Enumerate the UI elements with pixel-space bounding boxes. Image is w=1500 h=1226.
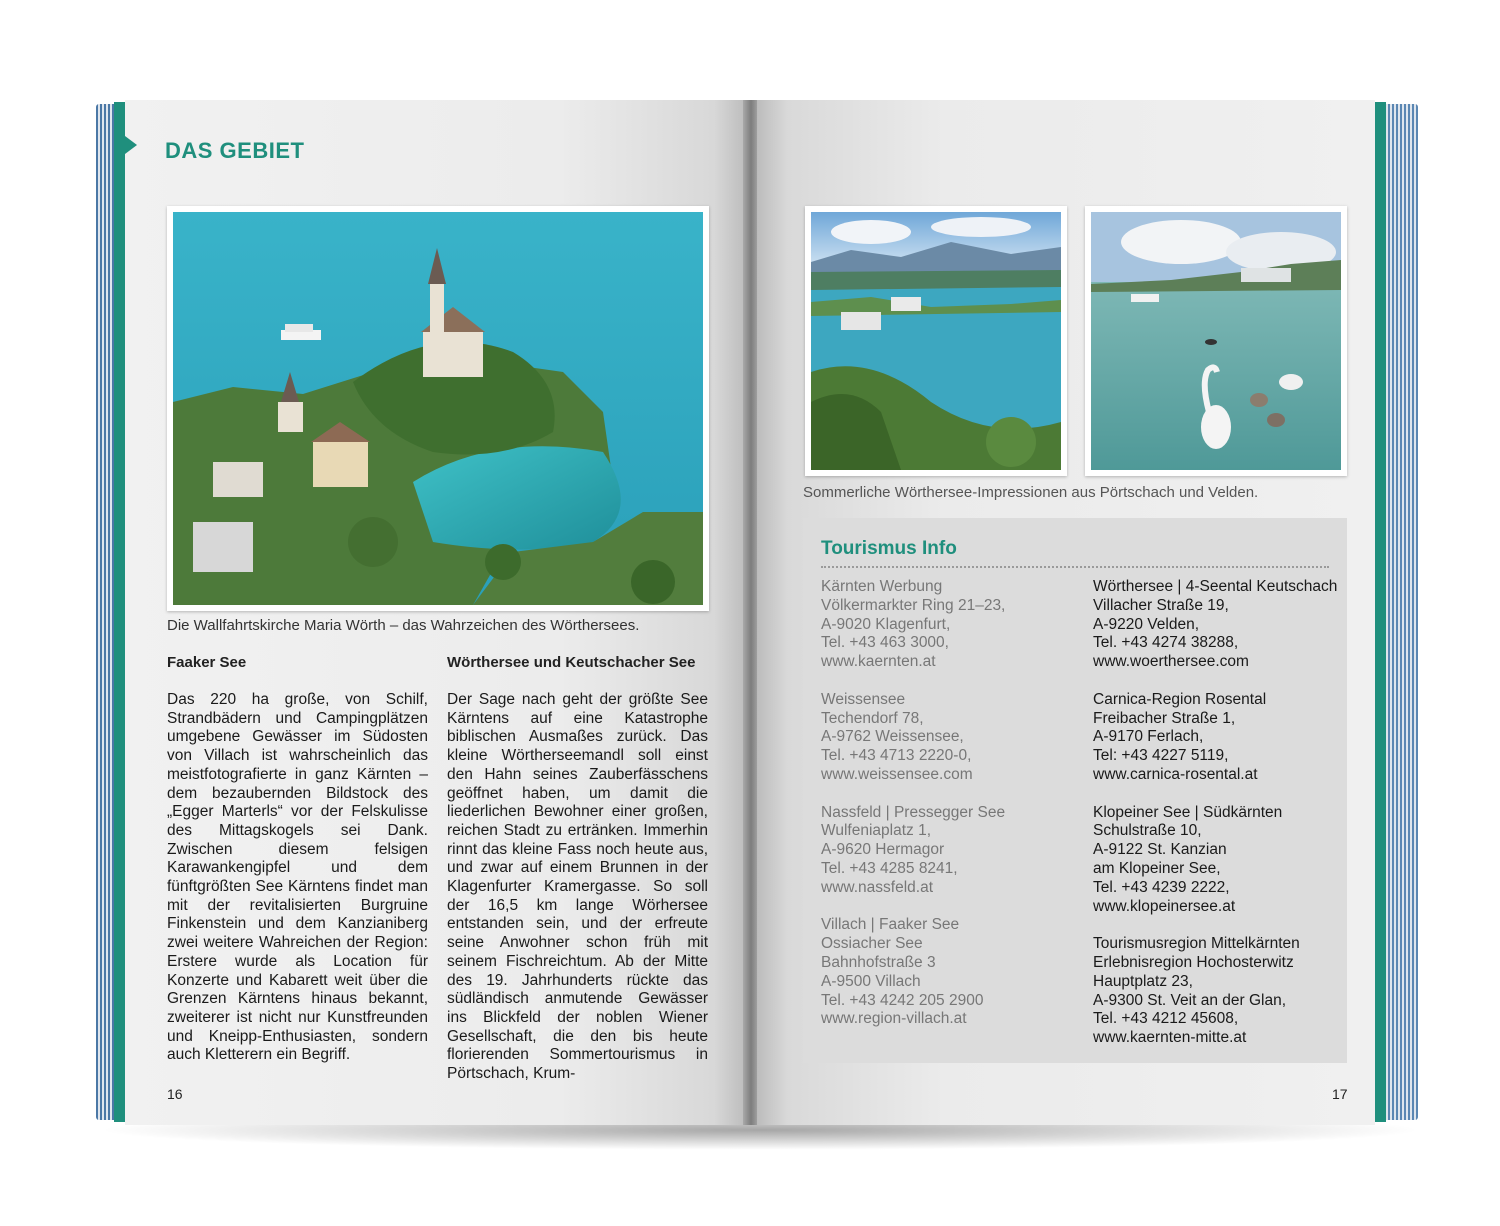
info-column-right	[1093, 578, 1337, 1067]
info-line: Carnica-Region Rosental	[1093, 690, 1267, 708]
column-heading-faaker-see: Faaker See	[167, 654, 247, 671]
info-divider	[821, 566, 1329, 568]
info-entry	[1093, 935, 1337, 1048]
info-line: Schulstraße 10,	[1093, 822, 1202, 840]
page-number-left: 16	[167, 1086, 183, 1102]
info-link[interactable]: www.kaernten-mitte.at	[1093, 1029, 1247, 1047]
info-line: Wörthersee | 4-Seental Keutschach	[1093, 578, 1338, 595]
info-line: Tel. +43 4274 38288,	[1093, 634, 1239, 652]
info-link[interactable]: www.weissensee.com	[821, 765, 973, 783]
info-line: Tel. +43 4285 8241,	[821, 859, 958, 877]
info-line: Weissensee	[821, 690, 906, 708]
info-line: Völkermarkter Ring 21–23,	[821, 596, 1006, 614]
info-line: Tel. +43 4242 205 2900	[821, 991, 984, 1009]
info-entry	[821, 691, 1005, 785]
info-line: A-9170 Ferlach,	[1093, 728, 1204, 746]
tourismus-info-box	[803, 518, 1347, 1063]
right-page	[757, 100, 1375, 1125]
info-line: Villach | Faaker See	[821, 916, 960, 934]
page-number-right: 17	[1332, 1086, 1348, 1102]
info-link[interactable]: www.nassfeld.at	[821, 878, 933, 896]
left-page	[125, 100, 745, 1125]
info-line: Tel. +43 4212 45608,	[1093, 1010, 1239, 1028]
info-title: Tourismus Info	[821, 538, 957, 559]
info-line: A-9122 St. Kanzian	[1093, 841, 1227, 859]
photo-caption: Die Wallfahrtskirche Maria Wörth – das Wahrzeichen des Wörthersees.	[167, 617, 640, 634]
info-line: Kärnten Werbung	[821, 578, 943, 595]
info-entry	[821, 804, 1005, 898]
page-edges-right	[1386, 104, 1418, 1120]
info-line: A-9220 Velden,	[1093, 615, 1200, 633]
info-link[interactable]: www.region-villach.at	[821, 1010, 967, 1028]
photo-velden	[1085, 206, 1347, 476]
info-line: Tel. +43 463 3000,	[821, 634, 949, 652]
info-line: Bahnhofstraße 3	[821, 953, 936, 971]
info-line: Techendorf 78,	[821, 709, 924, 727]
info-line: Freibacher Straße 1,	[1093, 709, 1236, 727]
info-entry	[1093, 804, 1337, 917]
info-entry	[821, 578, 1005, 672]
info-line: A-9762 Weissensee,	[821, 728, 964, 746]
info-link[interactable]: www.carnica-rosental.at	[1093, 765, 1258, 783]
page-edges-left	[96, 104, 114, 1120]
info-line: Erlebnisregion Hochosterwitz	[1093, 953, 1294, 971]
photo-maria-woerth	[167, 206, 709, 611]
info-line: Hauptplatz 23,	[1093, 972, 1193, 990]
info-entry	[1093, 691, 1337, 785]
info-line: Villacher Straße 19,	[1093, 596, 1229, 614]
section-marker-icon	[125, 136, 137, 154]
info-column-left	[821, 578, 1005, 1048]
photo-caption-right: Sommerliche Wörthersee-Impressionen aus Pörtschach und Velden.	[803, 484, 1259, 501]
info-link[interactable]: www.klopeinersee.at	[1093, 897, 1236, 915]
info-line: Tel. +43 4713 2220-0,	[821, 747, 972, 765]
info-line: am Klopeiner See,	[1093, 859, 1221, 877]
column-text-faaker-see: Das 220 ha große, von Schilf, Strandbädern und Campingplätzen umgebene Gewässer im Südosten von Villach ist wahrscheinlich das meistfotografierte in ganz Kärnten – dem bezaubernden Bildstock des „Egger Marterls“ vor der Felskulisse des Mittagskogels sei Dank. Zwischen diesem felsigen Karawankengipfel und dem fünftgrößten See Kärntens findet man mit der revitalisierten Burgruine Finkenstein und dem Kanzianiberg zwei weitere Wahreichen der Region: Erstere wurde als Location für Konzerte und Kabarett weit über die Grenzen Kärntens hinaus bekannt, zweiterer ist nicht nur Kunstfreunden und Kneipp-Enthusiasten, sondern auch Kletterern ein Begriff.	[167, 691, 428, 1064]
info-line: A-9300 St. Veit an der Glan,	[1093, 991, 1287, 1009]
info-line: A-9500 Villach	[821, 972, 921, 990]
info-line: A-9020 Klagenfurt,	[821, 615, 951, 633]
info-link[interactable]: www.woerthersee.com	[1093, 653, 1249, 671]
info-line: A-9620 Hermagor	[821, 841, 945, 859]
info-entry	[1093, 578, 1337, 672]
section-title: DAS GEBIET	[165, 138, 305, 163]
column-text-woerthersee: Der Sage nach geht der größte See Kärntens auf eine Katastrophe biblischen Ausmaßes zurück. Das kleine Wörtherseemandl soll einst den Hahn seines Zauberfässchens geöffnet haben, um damit die liederlichen Bewohner einer großen, reichen Stadt zu ertränken. Immerhin rinnt das kleine Fass noch heute aus, und zwar auf einem Brunnen in der Klagenfurter Kramergasse. So soll der 16,5 km lange Wörhersee entstanden sein, und der erfreute seine Anwohner schon früh mit seinem Fischreichtum. Ab der Mitte des 19. Jahrhunderts rückte das südländisch anmutende Gewässer ins Blickfeld der noblen Wiener Gesellschaft, die den bis heute florierenden Sommertourismus in Pörtschach, Krum-	[447, 691, 708, 1083]
info-line: Tel: +43 4227 5119,	[1093, 747, 1229, 765]
info-line: Klopeiner See | Südkärnten	[1093, 803, 1283, 821]
info-entry	[821, 916, 1005, 1029]
info-line: Wulfeniaplatz 1,	[821, 822, 931, 840]
info-line: Tel. +43 4239 2222,	[1093, 878, 1230, 896]
column-heading-woerthersee: Wörthersee und Keutschacher See	[447, 654, 696, 671]
info-line: Nassfeld | Pressegger See	[821, 803, 1006, 821]
photo-poertschach	[805, 206, 1067, 476]
info-line: Tourismusregion Mittelkärnten	[1093, 935, 1300, 953]
info-link[interactable]: www.kaernten.at	[821, 653, 936, 671]
info-line: Ossiacher See	[821, 935, 923, 953]
